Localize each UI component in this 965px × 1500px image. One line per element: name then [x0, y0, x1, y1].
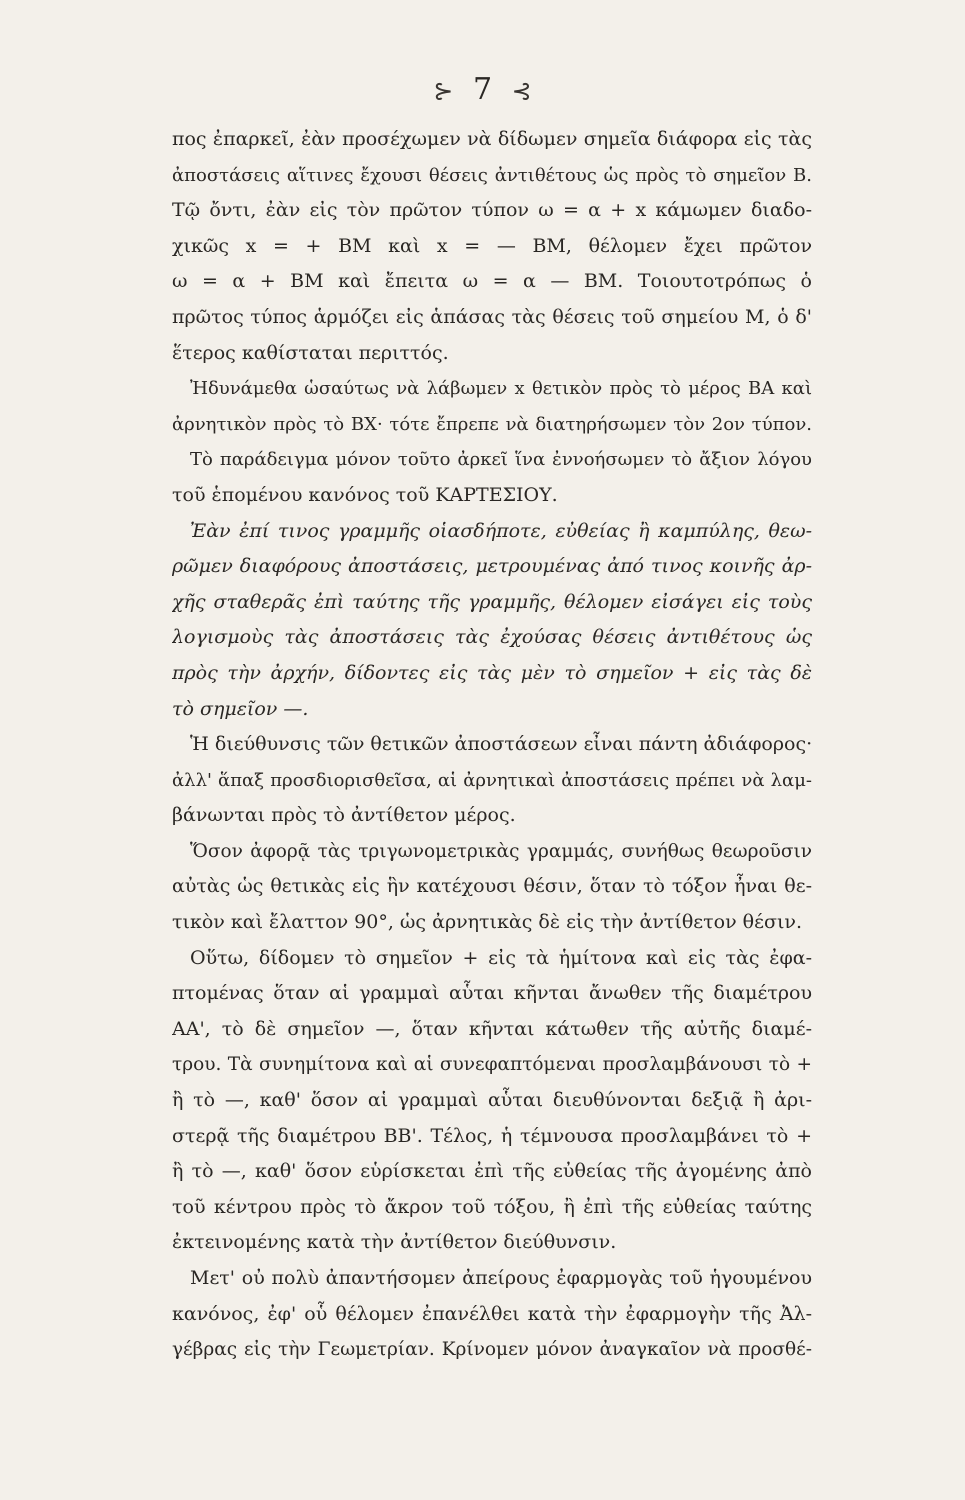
text-line: AA', τὸ δὲ σημεῖον —, ὅταν κῆνται κάτωθεν τῆς αὐτῆς διαμέ- — [172, 1017, 812, 1040]
text-line: γέβρας εἰς τὴν Γεωμετρίαν. Κρίνομεν μόνον ἀναγκαῖον νὰ προσθέ- — [172, 1339, 812, 1361]
text-line: Τῷ ὄντι, ἐὰν εἰς τὸν πρῶτον τύπον ω = α + x κάμωμεν διαδο- — [172, 199, 812, 222]
text-line: ἀποστάσεις αἵτινες ἔχουσι θέσεις ἀντιθέτους ὡς πρὸς τὸ σημεῖον Β. — [172, 164, 812, 186]
text-line: τικὸν καὶ ἔλαττον 90°, ὡς ἀρνητικὰς δὲ εἰς τὴν ἀντίθετον θέσιν. — [172, 911, 802, 934]
text-line: χῆς σταθερᾶς ἐπὶ ταύτης τῆς γραμμῆς, θέλομεν εἰσάγει εἰς τοὺς — [172, 590, 812, 613]
text-line: ἀρνητικὸν πρὸς τὸ BX· τότε ἔπρεπε νὰ διατηρήσωμεν τὸν 2ον τύπον. — [172, 413, 812, 435]
text-line: ἢ τὸ —, καθ' ὅσον αἱ γραμμαὶ αὗται διευθύνονται δεξιᾷ ἢ ἀρι- — [172, 1089, 812, 1112]
text-line: Ἐὰν ἐπί τινος γραμμῆς οἱασδήποτε, εὐθείας ἢ καμπύλης, θεω- — [190, 519, 812, 542]
text-line: πρῶτος τύπος ἁρμόζει εἰς ἁπάσας τὰς θέσεις τοῦ σημείου M, ὁ δ' — [172, 305, 812, 328]
text-line: χικῶς x = + BM καὶ x = — BM, θέλομεν ἔχει πρῶτον — [172, 234, 812, 257]
text-line: ω = α + BM καὶ ἔπειτα ω = α — BM. Τοιουτοτρόπως ὁ — [172, 270, 812, 293]
text-line: στερᾷ τῆς διαμέτρου BB'. Τέλος, ἡ τέμνουσα προσλαμβάνει τὸ + — [172, 1124, 812, 1147]
text-line: πος ἐπαρκεῖ, ἐὰν προσέχωμεν νὰ δίδωμεν σημεῖα διάφορα εἰς τὰς — [172, 128, 812, 150]
text-line: πτομένας ὅταν αἱ γραμμαὶ αὗται κῆνται ἄνωθεν τῆς διαμέτρου — [172, 982, 812, 1005]
page-number: 7 — [472, 72, 493, 107]
text-line: ἐκτεινομένης κατὰ τὴν ἀντίθετον διεύθυνσιν. — [172, 1231, 617, 1254]
text-line: πρὸς τὴν ἀρχήν, δίδοντες εἰς τὰς μὲν τὸ σημεῖον + εἰς τὰς δὲ — [172, 661, 812, 684]
text-line: λογισμοὺς τὰς ἀποστάσεις τὰς ἐχούσας θέσεις ἀντιθέτους ὡς — [172, 626, 812, 649]
text-line: βάνωνται πρὸς τὸ ἀντίθετον μέρος. — [172, 804, 516, 827]
page-header — [0, 72, 965, 109]
text-line: τοῦ κέντρου πρὸς τὸ ἄκρον τοῦ τόξου, ἢ ἐπὶ τῆς εὐθείας ταύτης — [172, 1195, 812, 1218]
text-line: τὸ σημεῖον —. — [172, 697, 309, 720]
text-line: ἢ τὸ —, καθ' ὅσον εὑρίσκεται ἐπὶ τῆς εὐθείας τῆς ἀγομένης ἀπὸ — [172, 1160, 812, 1183]
text-line: τοῦ ἑπομένου κανόνος τοῦ ΚΑΡΤΕΣΙΟΥ. — [172, 483, 558, 506]
text-line: ἕτερος καθίσταται περιττός. — [172, 341, 449, 364]
ornament-left-icon: ⊱ — [433, 77, 454, 105]
text-line: Ἠδυνάμεθα ὡσαύτως νὰ λάβωμεν x θετικὸν πρὸς τὸ μέρος BA καὶ — [190, 378, 812, 400]
text-line: ἀλλ' ἅπαξ προσδιορισθεῖσα, αἱ ἀρνητικαὶ ἀποστάσεις πρέπει νὰ λαμ- — [172, 769, 812, 791]
text-line: Ἡ διεύθυνσις τῶν θετικῶν ἀποστάσεων εἶναι πάντη ἀδιάφορος· — [190, 733, 812, 756]
text-line: Οὕτω, δίδομεν τὸ σημεῖον + εἰς τὰ ἡμίτονα καὶ εἰς τὰς ἐφα- — [190, 946, 812, 969]
body-text — [172, 122, 812, 1368]
text-line: κανόνος, ἐφ' οὗ θέλομεν ἐπανέλθει κατὰ τὴν ἐφαρμογὴν τῆς Ἀλ- — [172, 1302, 812, 1325]
text-line: αὐτὰς ὡς θετικὰς εἰς ἣν κατέχουσι θέσιν, ὅταν τὸ τόξον ἦναι θε- — [172, 875, 812, 898]
text-line: Τὸ παράδειγμα μόνον τοῦτο ἀρκεῖ ἵνα ἐννοήσωμεν τὸ ἄξιον λόγου — [190, 449, 812, 471]
text-line: τρου. Τὰ συνημίτονα καὶ αἱ συνεφαπτόμεναι προσλαμβάνουσι τὸ + — [172, 1054, 812, 1076]
text-line: Μετ' οὐ πολὺ ἀπαντήσομεν ἀπείρους ἐφαρμογὰς τοῦ ἡγουμένου — [190, 1267, 812, 1289]
text-line: ρῶμεν διαφόρους ἀποστάσεις, μετρουμένας ἀπό τινος κοινῆς ἀρ- — [172, 555, 812, 578]
text-line: Ὅσον ἀφορᾷ τὰς τριγωνομετρικὰς γραμμάς, συνήθως θεωροῦσιν — [190, 840, 812, 862]
ornament-right-icon: ⊰ — [511, 77, 532, 105]
